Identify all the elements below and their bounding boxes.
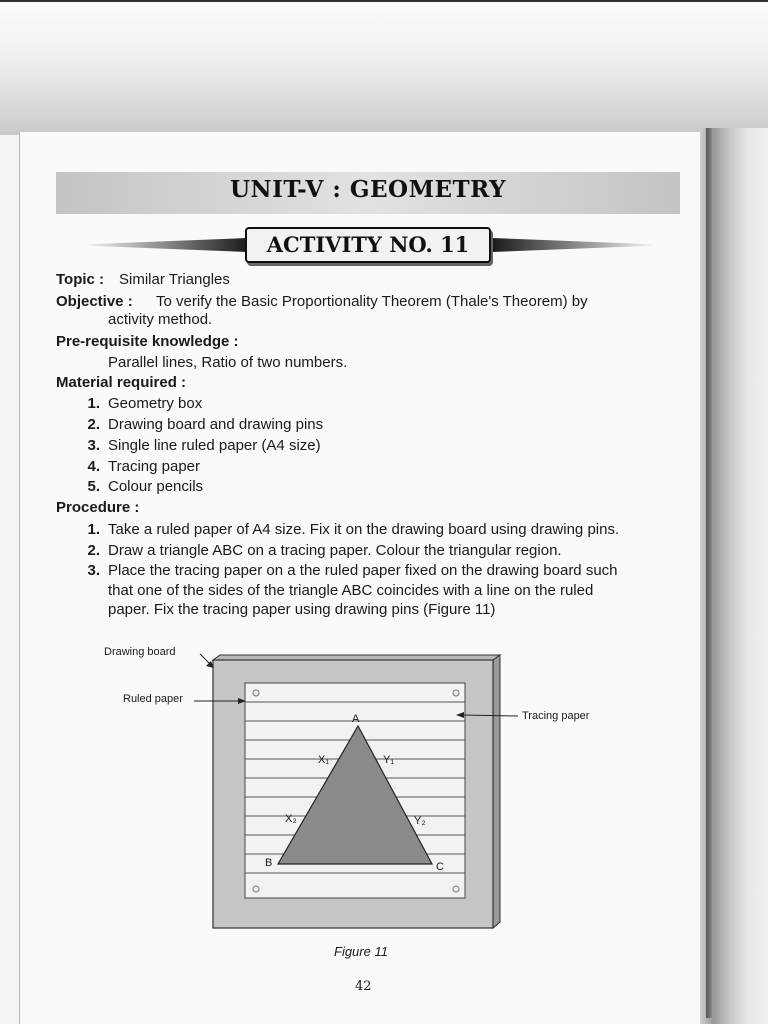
material-number: 1. [87, 395, 100, 412]
procedure-number: 3. [87, 562, 100, 579]
unit-title: UNIT-V : GEOMETRY [229, 176, 506, 203]
figure-11-diagram [90, 640, 630, 940]
board-top-edge [213, 655, 500, 660]
label-ruled-paper: Ruled paper [123, 693, 183, 705]
material-item: Tracing paper [108, 458, 200, 475]
objective-line-1: To verify the Basic Proportionality Theorem (Thale's Theorem) by [156, 293, 588, 310]
board-side-edge [493, 655, 500, 928]
material-item: Drawing board and drawing pins [108, 416, 324, 433]
topic-text: Similar Triangles [119, 271, 230, 288]
point-label-x1: X₁ [318, 754, 330, 766]
figure-caption: Figure 11 [334, 944, 388, 959]
procedure-label: Procedure : [56, 499, 140, 516]
materials-label: Material required : [56, 374, 187, 391]
activity-title: ACTIVITY NO. 11 [245, 227, 491, 263]
procedure-step-line: paper. Fix the tracing paper using drawing pins (Figure 11) [108, 601, 496, 618]
procedure-step-line: that one of the sides of the triangle ABC coincides with a line on the ruled [108, 582, 594, 599]
scan-edge [0, 0, 768, 2]
topic-label: Topic : [56, 271, 105, 288]
material-number: 2. [87, 416, 100, 433]
procedure-step-line: Draw a triangle ABC on a tracing paper. Colour the triangular region. [108, 542, 562, 559]
vertex-label-b: B [265, 857, 273, 869]
material-item: Single line ruled paper (A4 size) [108, 437, 321, 454]
prereq-label: Pre-requisite knowledge : [56, 333, 239, 350]
material-item: Colour pencils [108, 478, 204, 495]
procedure-number: 1. [87, 521, 100, 538]
material-number: 5. [87, 478, 100, 495]
material-number: 3. [87, 437, 100, 454]
prereq-text: Parallel lines, Ratio of two numbers. [108, 354, 348, 371]
point-label-x2: X₂ [285, 813, 297, 825]
point-label-y1: Y₁ [383, 754, 395, 766]
procedure-number: 2. [87, 542, 100, 559]
material-item: Geometry box [108, 395, 203, 412]
objective-label: Objective : [56, 293, 133, 310]
page-binding-edge [706, 128, 712, 1018]
vertex-label-c: C [436, 861, 444, 873]
procedure-step-line: Place the tracing paper on a the ruled paper fixed on the drawing board such [108, 562, 618, 579]
procedure-step-line: Take a ruled paper of A4 size. Fix it on the drawing board using drawing pins. [108, 521, 620, 538]
label-tracing-paper: Tracing paper [522, 710, 590, 722]
objective-line-2: activity method. [108, 311, 213, 328]
point-label-y2: Y₂ [414, 815, 426, 827]
page-number: 42 [355, 979, 372, 994]
vertex-label-a: A [352, 713, 360, 725]
scan-background-top [0, 0, 768, 135]
material-number: 4. [87, 458, 100, 475]
label-drawing-board: Drawing board [104, 646, 176, 658]
